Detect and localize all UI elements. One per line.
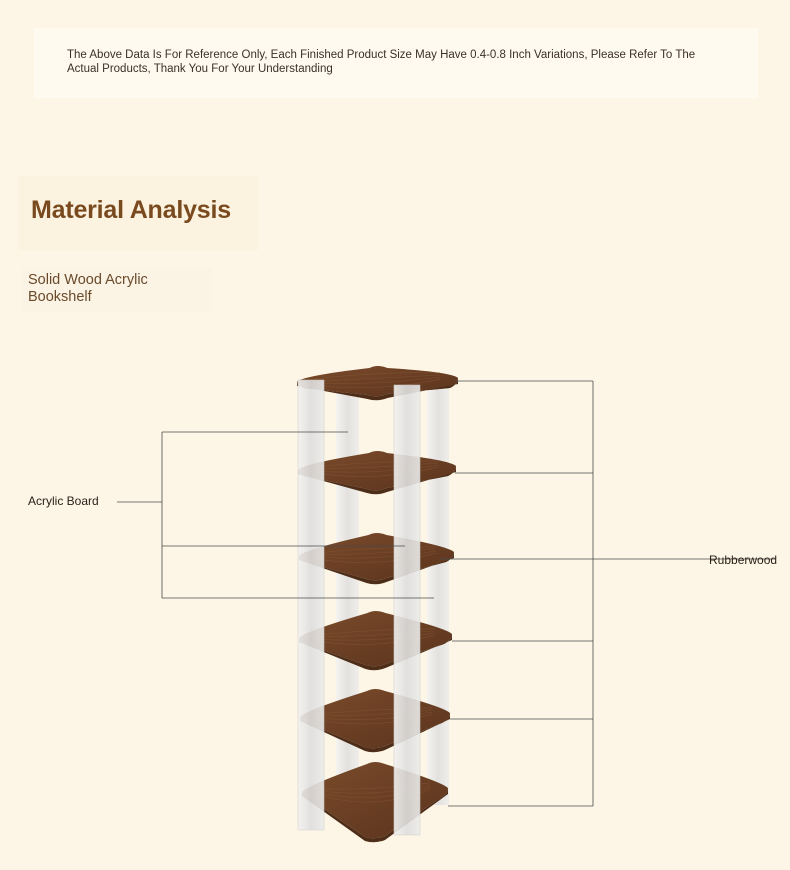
acrylic-panels-back xyxy=(336,385,449,812)
product-subtitle: Solid Wood Acrylic Bookshelf xyxy=(28,272,148,305)
rubberwood-callout-lines xyxy=(440,381,778,806)
acrylic-board-label: Acrylic Board xyxy=(28,494,99,508)
disclaimer-text: The Above Data Is For Reference Only, Each Finished Product Size May Have 0.4-0.8 Inch Variations, Please Refer To The Actual Products, Thank You For Your Understanding xyxy=(67,49,696,75)
rubberwood-label: Rubberwood xyxy=(709,553,778,567)
section-title: Material Analysis xyxy=(31,196,231,224)
